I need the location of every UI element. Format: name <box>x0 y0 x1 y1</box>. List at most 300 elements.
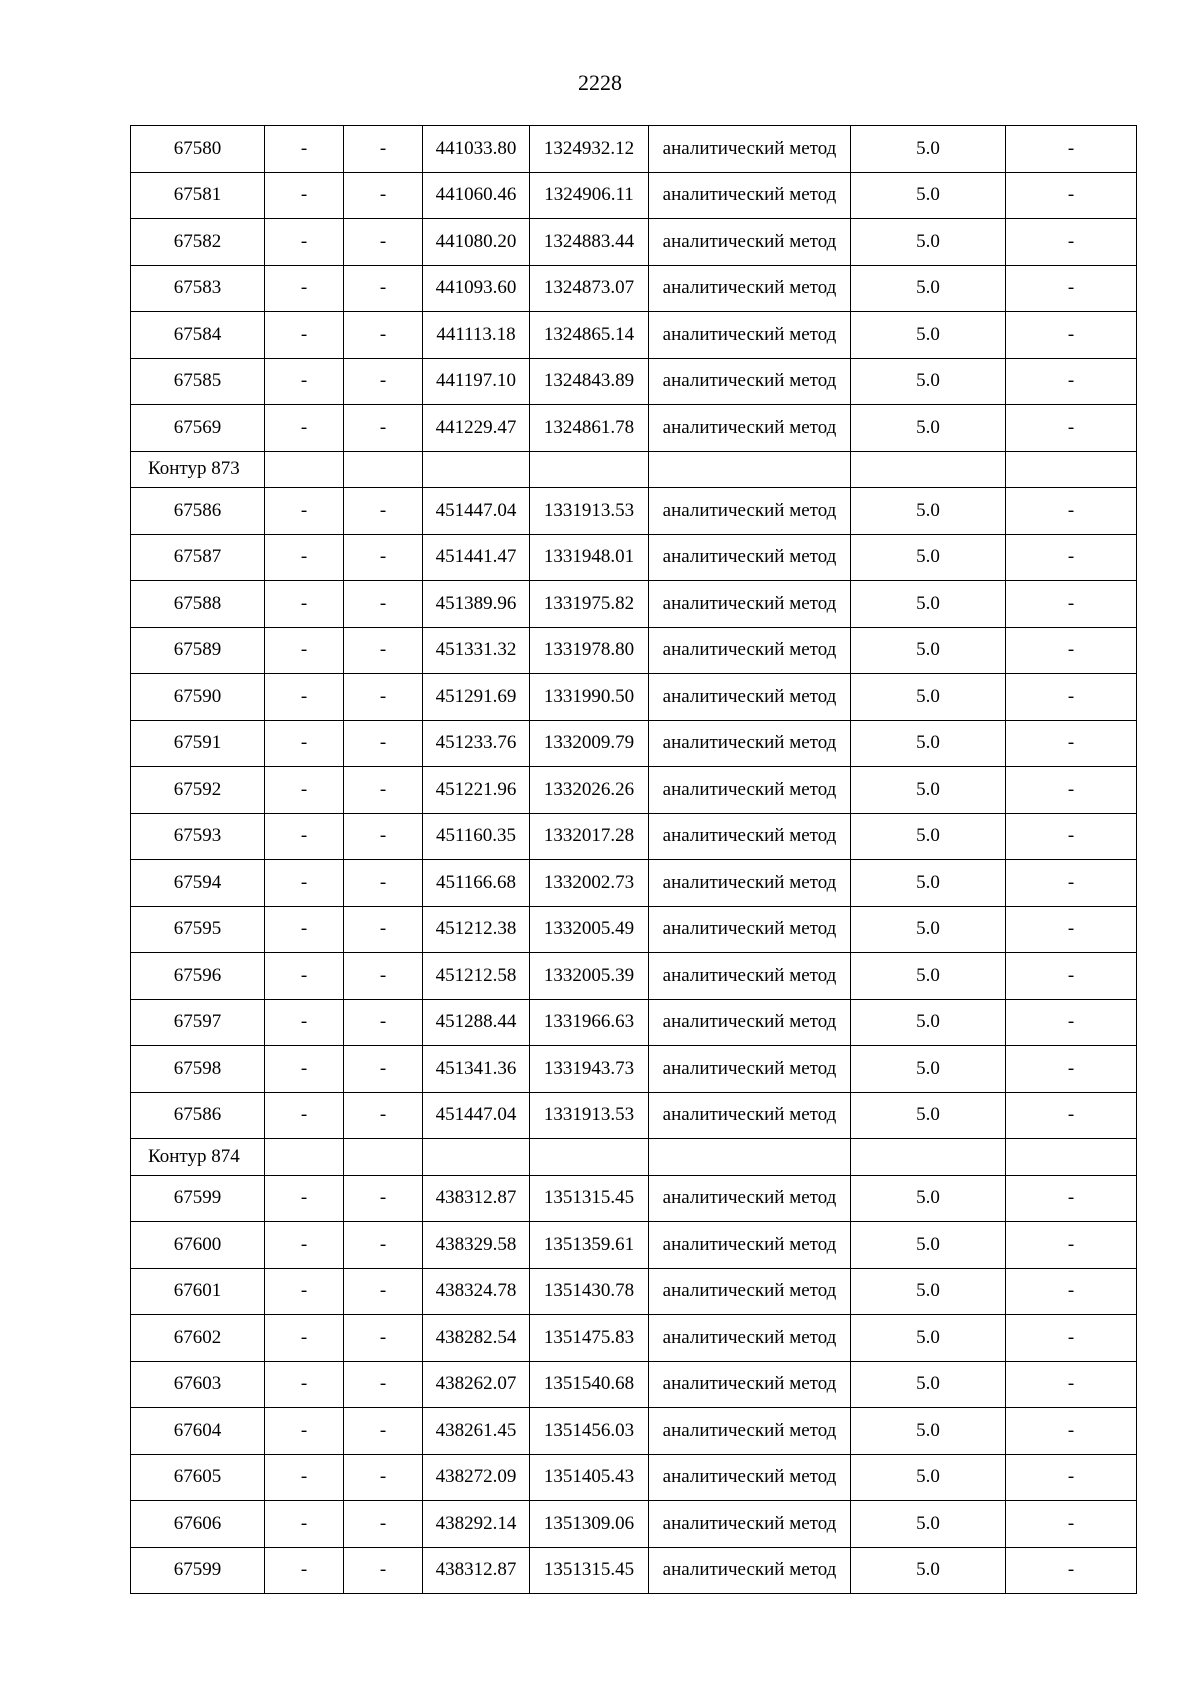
table-row <box>131 720 1137 767</box>
table-row <box>131 1501 1137 1548</box>
y-coordinate-cell: 1324883.44 <box>530 219 649 266</box>
method-cell <box>649 1361 851 1408</box>
y-coordinate-cell: 1351405.43 <box>530 1454 649 1501</box>
dash-cell: - <box>1006 953 1137 1000</box>
x-coordinate-cell: 438282.54 <box>423 1315 530 1362</box>
table-body <box>131 126 1137 1594</box>
dash-cell: - <box>265 627 344 674</box>
table-row <box>131 627 1137 674</box>
method-cell <box>649 312 851 359</box>
method-cell <box>649 627 851 674</box>
empty-cell <box>649 451 851 488</box>
table-row <box>131 488 1137 535</box>
method-text: аналитический метод <box>662 592 837 614</box>
dash-cell: - <box>265 674 344 721</box>
y-coordinate-cell: 1332005.39 <box>530 953 649 1000</box>
dash-cell: - <box>1006 358 1137 405</box>
point-id-cell: 67585 <box>131 358 265 405</box>
y-coordinate-cell: 1324906.11 <box>530 172 649 219</box>
x-coordinate-cell: 441080.20 <box>423 219 530 266</box>
y-coordinate-cell: 1331966.63 <box>530 999 649 1046</box>
method-cell <box>649 1268 851 1315</box>
table-row <box>131 1046 1137 1093</box>
dash-cell: - <box>265 720 344 767</box>
method-cell <box>649 172 851 219</box>
dash-cell: - <box>344 999 423 1046</box>
table-row <box>131 813 1137 860</box>
x-coordinate-cell: 441033.80 <box>423 126 530 173</box>
method-cell <box>649 1315 851 1362</box>
accuracy-cell: 5.0 <box>851 767 1006 814</box>
x-coordinate-cell: 451212.38 <box>423 906 530 953</box>
empty-cell <box>530 1139 649 1176</box>
coordinates-table <box>130 125 1137 1594</box>
method-cell <box>649 534 851 581</box>
method-cell <box>649 405 851 452</box>
point-id-cell: 67594 <box>131 860 265 907</box>
method-text: аналитический метод <box>662 685 837 707</box>
dash-cell: - <box>1006 674 1137 721</box>
point-id-cell: 67592 <box>131 767 265 814</box>
dash-cell: - <box>1006 219 1137 266</box>
table-row <box>131 1361 1137 1408</box>
empty-cell <box>423 1139 530 1176</box>
dash-cell: - <box>265 1268 344 1315</box>
empty-cell <box>423 451 530 488</box>
dash-cell: - <box>344 953 423 1000</box>
accuracy-cell: 5.0 <box>851 1454 1006 1501</box>
dash-cell: - <box>1006 813 1137 860</box>
accuracy-cell: 5.0 <box>851 219 1006 266</box>
y-coordinate-cell: 1324843.89 <box>530 358 649 405</box>
x-coordinate-cell: 438312.87 <box>423 1547 530 1594</box>
method-cell <box>649 813 851 860</box>
dash-cell: - <box>265 219 344 266</box>
dash-cell: - <box>265 1092 344 1139</box>
y-coordinate-cell: 1332002.73 <box>530 860 649 907</box>
x-coordinate-cell: 451160.35 <box>423 813 530 860</box>
method-cell <box>649 1092 851 1139</box>
dash-cell: - <box>344 627 423 674</box>
point-id-cell: 67569 <box>131 405 265 452</box>
point-id-cell: 67600 <box>131 1222 265 1269</box>
method-text: аналитический метод <box>662 1233 837 1255</box>
dash-cell: - <box>1006 1547 1137 1594</box>
method-text: аналитический метод <box>662 1280 837 1302</box>
y-coordinate-cell: 1331978.80 <box>530 627 649 674</box>
method-text: аналитический метод <box>662 778 837 800</box>
y-coordinate-cell: 1351359.61 <box>530 1222 649 1269</box>
section-label: Контур 874 <box>131 1139 265 1176</box>
point-id-cell: 67582 <box>131 219 265 266</box>
empty-cell <box>530 451 649 488</box>
method-cell <box>649 720 851 767</box>
accuracy-cell: 5.0 <box>851 488 1006 535</box>
method-cell <box>649 674 851 721</box>
dash-cell: - <box>344 1222 423 1269</box>
dash-cell: - <box>265 953 344 1000</box>
dash-cell: - <box>1006 1268 1137 1315</box>
empty-cell <box>344 451 423 488</box>
dash-cell: - <box>344 1501 423 1548</box>
method-text: аналитический метод <box>662 1419 837 1441</box>
dash-cell: - <box>1006 1046 1137 1093</box>
dash-cell: - <box>265 1408 344 1455</box>
y-coordinate-cell: 1351456.03 <box>530 1408 649 1455</box>
dash-cell: - <box>344 581 423 628</box>
dash-cell: - <box>344 1092 423 1139</box>
empty-cell <box>265 451 344 488</box>
dash-cell: - <box>344 1547 423 1594</box>
x-coordinate-cell: 438324.78 <box>423 1268 530 1315</box>
point-id-cell: 67591 <box>131 720 265 767</box>
x-coordinate-cell: 451288.44 <box>423 999 530 1046</box>
table-row <box>131 767 1137 814</box>
point-id-cell: 67586 <box>131 488 265 535</box>
dash-cell: - <box>1006 1222 1137 1269</box>
table-row <box>131 312 1137 359</box>
y-coordinate-cell: 1351475.83 <box>530 1315 649 1362</box>
point-id-cell: 67593 <box>131 813 265 860</box>
table-row <box>131 953 1137 1000</box>
accuracy-cell: 5.0 <box>851 1501 1006 1548</box>
x-coordinate-cell: 438261.45 <box>423 1408 530 1455</box>
accuracy-cell: 5.0 <box>851 860 1006 907</box>
x-coordinate-cell: 451291.69 <box>423 674 530 721</box>
dash-cell: - <box>344 265 423 312</box>
empty-cell <box>344 1139 423 1176</box>
table-row <box>131 1547 1137 1594</box>
point-id-cell: 67583 <box>131 265 265 312</box>
method-text: аналитический метод <box>662 871 837 893</box>
method-text: аналитический метод <box>662 1326 837 1348</box>
point-id-cell: 67580 <box>131 126 265 173</box>
table-row <box>131 1175 1137 1222</box>
point-id-cell: 67589 <box>131 627 265 674</box>
dash-cell: - <box>344 1361 423 1408</box>
method-text: аналитический метод <box>662 370 837 392</box>
dash-cell: - <box>344 312 423 359</box>
dash-cell: - <box>1006 1361 1137 1408</box>
method-text: аналитический метод <box>662 323 837 345</box>
accuracy-cell: 5.0 <box>851 627 1006 674</box>
table-row <box>131 172 1137 219</box>
dash-cell: - <box>344 534 423 581</box>
table-row <box>131 534 1137 581</box>
x-coordinate-cell: 451441.47 <box>423 534 530 581</box>
dash-cell: - <box>344 674 423 721</box>
y-coordinate-cell: 1324861.78 <box>530 405 649 452</box>
method-text: аналитический метод <box>662 277 837 299</box>
accuracy-cell: 5.0 <box>851 172 1006 219</box>
empty-cell <box>851 1139 1006 1176</box>
accuracy-cell: 5.0 <box>851 1361 1006 1408</box>
accuracy-cell: 5.0 <box>851 1268 1006 1315</box>
x-coordinate-cell: 438292.14 <box>423 1501 530 1548</box>
y-coordinate-cell: 1324865.14 <box>530 312 649 359</box>
method-text: аналитический метод <box>662 230 837 252</box>
dash-cell: - <box>265 488 344 535</box>
accuracy-cell: 5.0 <box>851 534 1006 581</box>
y-coordinate-cell: 1331975.82 <box>530 581 649 628</box>
dash-cell: - <box>1006 1092 1137 1139</box>
method-text: аналитический метод <box>662 1559 837 1581</box>
method-cell <box>649 1175 851 1222</box>
accuracy-cell: 5.0 <box>851 358 1006 405</box>
accuracy-cell: 5.0 <box>851 405 1006 452</box>
accuracy-cell: 5.0 <box>851 1046 1006 1093</box>
method-text: аналитический метод <box>662 1104 837 1126</box>
dash-cell: - <box>265 1046 344 1093</box>
method-cell <box>649 953 851 1000</box>
dash-cell: - <box>344 1268 423 1315</box>
table-row <box>131 126 1137 173</box>
dash-cell: - <box>1006 627 1137 674</box>
method-cell <box>649 581 851 628</box>
dash-cell: - <box>1006 126 1137 173</box>
y-coordinate-cell: 1332017.28 <box>530 813 649 860</box>
accuracy-cell: 5.0 <box>851 1408 1006 1455</box>
dash-cell: - <box>1006 767 1137 814</box>
point-id-cell: 67598 <box>131 1046 265 1093</box>
dash-cell: - <box>265 1501 344 1548</box>
point-id-cell: 67586 <box>131 1092 265 1139</box>
table-row <box>131 860 1137 907</box>
x-coordinate-cell: 451447.04 <box>423 488 530 535</box>
accuracy-cell: 5.0 <box>851 674 1006 721</box>
dash-cell: - <box>344 1408 423 1455</box>
dash-cell: - <box>265 1547 344 1594</box>
dash-cell: - <box>265 906 344 953</box>
point-id-cell: 67599 <box>131 1175 265 1222</box>
x-coordinate-cell: 438312.87 <box>423 1175 530 1222</box>
method-text: аналитический метод <box>662 1373 837 1395</box>
dash-cell: - <box>344 358 423 405</box>
method-text: аналитический метод <box>662 964 837 986</box>
dash-cell: - <box>1006 1501 1137 1548</box>
x-coordinate-cell: 451166.68 <box>423 860 530 907</box>
accuracy-cell: 5.0 <box>851 126 1006 173</box>
point-id-cell: 67597 <box>131 999 265 1046</box>
method-text: аналитический метод <box>662 416 837 438</box>
dash-cell: - <box>344 1454 423 1501</box>
method-text: аналитический метод <box>662 825 837 847</box>
method-cell <box>649 358 851 405</box>
accuracy-cell: 5.0 <box>851 1222 1006 1269</box>
accuracy-cell: 5.0 <box>851 953 1006 1000</box>
dash-cell: - <box>265 1454 344 1501</box>
point-id-cell: 67606 <box>131 1501 265 1548</box>
x-coordinate-cell: 441113.18 <box>423 312 530 359</box>
point-id-cell: 67581 <box>131 172 265 219</box>
x-coordinate-cell: 451389.96 <box>423 581 530 628</box>
accuracy-cell: 5.0 <box>851 581 1006 628</box>
accuracy-cell: 5.0 <box>851 720 1006 767</box>
empty-cell <box>851 451 1006 488</box>
point-id-cell: 67587 <box>131 534 265 581</box>
dash-cell: - <box>265 1361 344 1408</box>
empty-cell <box>1006 451 1137 488</box>
dash-cell: - <box>265 172 344 219</box>
point-id-cell: 67599 <box>131 1547 265 1594</box>
method-text: аналитический метод <box>662 1466 837 1488</box>
dash-cell: - <box>265 860 344 907</box>
table-row <box>131 358 1137 405</box>
dash-cell: - <box>1006 1315 1137 1362</box>
table-row <box>131 1268 1137 1315</box>
method-cell <box>649 1547 851 1594</box>
dash-cell: - <box>265 265 344 312</box>
accuracy-cell: 5.0 <box>851 1092 1006 1139</box>
point-id-cell: 67604 <box>131 1408 265 1455</box>
y-coordinate-cell: 1331943.73 <box>530 1046 649 1093</box>
dash-cell: - <box>1006 1408 1137 1455</box>
dash-cell: - <box>265 126 344 173</box>
dash-cell: - <box>344 720 423 767</box>
method-text: аналитический метод <box>662 137 837 159</box>
dash-cell: - <box>1006 999 1137 1046</box>
method-text: аналитический метод <box>662 918 837 940</box>
dash-cell: - <box>265 1175 344 1222</box>
x-coordinate-cell: 438272.09 <box>423 1454 530 1501</box>
accuracy-cell: 5.0 <box>851 1547 1006 1594</box>
accuracy-cell: 5.0 <box>851 999 1006 1046</box>
dash-cell: - <box>265 813 344 860</box>
method-cell <box>649 906 851 953</box>
table-row <box>131 1408 1137 1455</box>
y-coordinate-cell: 1332005.49 <box>530 906 649 953</box>
dash-cell: - <box>265 534 344 581</box>
section-header-row <box>131 451 1137 488</box>
dash-cell: - <box>344 860 423 907</box>
dash-cell: - <box>344 488 423 535</box>
method-text: аналитический метод <box>662 639 837 661</box>
point-id-cell: 67596 <box>131 953 265 1000</box>
x-coordinate-cell: 441093.60 <box>423 265 530 312</box>
dash-cell: - <box>344 1315 423 1362</box>
table-row <box>131 1222 1137 1269</box>
accuracy-cell: 5.0 <box>851 312 1006 359</box>
method-text: аналитический метод <box>662 732 837 754</box>
dash-cell: - <box>1006 405 1137 452</box>
method-cell <box>649 1501 851 1548</box>
dash-cell: - <box>1006 860 1137 907</box>
table-row <box>131 265 1137 312</box>
method-cell <box>649 1454 851 1501</box>
x-coordinate-cell: 451341.36 <box>423 1046 530 1093</box>
point-id-cell: 67603 <box>131 1361 265 1408</box>
table-row <box>131 1454 1137 1501</box>
dash-cell: - <box>265 405 344 452</box>
method-cell <box>649 1222 851 1269</box>
dash-cell: - <box>344 1046 423 1093</box>
method-cell <box>649 999 851 1046</box>
y-coordinate-cell: 1331948.01 <box>530 534 649 581</box>
section-header-row <box>131 1139 1137 1176</box>
dash-cell: - <box>344 767 423 814</box>
table-row <box>131 405 1137 452</box>
y-coordinate-cell: 1351315.45 <box>530 1547 649 1594</box>
method-text: аналитический метод <box>662 1057 837 1079</box>
method-cell <box>649 767 851 814</box>
y-coordinate-cell: 1331990.50 <box>530 674 649 721</box>
accuracy-cell: 5.0 <box>851 1315 1006 1362</box>
method-text: аналитический метод <box>662 184 837 206</box>
dash-cell: - <box>344 219 423 266</box>
dash-cell: - <box>1006 534 1137 581</box>
method-cell <box>649 488 851 535</box>
x-coordinate-cell: 451233.76 <box>423 720 530 767</box>
point-id-cell: 67588 <box>131 581 265 628</box>
method-cell <box>649 1046 851 1093</box>
accuracy-cell: 5.0 <box>851 1175 1006 1222</box>
method-cell <box>649 219 851 266</box>
x-coordinate-cell: 441197.10 <box>423 358 530 405</box>
dash-cell: - <box>265 1315 344 1362</box>
x-coordinate-cell: 451221.96 <box>423 767 530 814</box>
method-text: аналитический метод <box>662 546 837 568</box>
accuracy-cell: 5.0 <box>851 906 1006 953</box>
dash-cell: - <box>344 405 423 452</box>
dash-cell: - <box>265 999 344 1046</box>
section-label: Контур 873 <box>131 451 265 488</box>
y-coordinate-cell: 1351540.68 <box>530 1361 649 1408</box>
dash-cell: - <box>1006 1454 1137 1501</box>
table-row <box>131 219 1137 266</box>
method-text: аналитический метод <box>662 1011 837 1033</box>
dash-cell: - <box>1006 488 1137 535</box>
dash-cell: - <box>344 1175 423 1222</box>
method-text: аналитический метод <box>662 1512 837 1534</box>
point-id-cell: 67602 <box>131 1315 265 1362</box>
y-coordinate-cell: 1324932.12 <box>530 126 649 173</box>
x-coordinate-cell: 441060.46 <box>423 172 530 219</box>
dash-cell: - <box>344 813 423 860</box>
method-cell <box>649 860 851 907</box>
x-coordinate-cell: 441229.47 <box>423 405 530 452</box>
dash-cell: - <box>1006 906 1137 953</box>
dash-cell: - <box>265 358 344 405</box>
empty-cell <box>265 1139 344 1176</box>
method-cell <box>649 1408 851 1455</box>
dash-cell: - <box>265 581 344 628</box>
x-coordinate-cell: 451447.04 <box>423 1092 530 1139</box>
dash-cell: - <box>265 312 344 359</box>
table-row <box>131 674 1137 721</box>
dash-cell: - <box>1006 312 1137 359</box>
table-row <box>131 1315 1137 1362</box>
x-coordinate-cell: 451331.32 <box>423 627 530 674</box>
method-text: аналитический метод <box>662 1187 837 1209</box>
dash-cell: - <box>344 172 423 219</box>
empty-cell <box>1006 1139 1137 1176</box>
y-coordinate-cell: 1351309.06 <box>530 1501 649 1548</box>
y-coordinate-cell: 1332026.26 <box>530 767 649 814</box>
y-coordinate-cell: 1351315.45 <box>530 1175 649 1222</box>
dash-cell: - <box>1006 172 1137 219</box>
point-id-cell: 67590 <box>131 674 265 721</box>
empty-cell <box>649 1139 851 1176</box>
point-id-cell: 67584 <box>131 312 265 359</box>
y-coordinate-cell: 1351430.78 <box>530 1268 649 1315</box>
x-coordinate-cell: 451212.58 <box>423 953 530 1000</box>
method-cell <box>649 126 851 173</box>
dash-cell: - <box>1006 581 1137 628</box>
y-coordinate-cell: 1331913.53 <box>530 1092 649 1139</box>
method-text: аналитический метод <box>662 499 837 521</box>
dash-cell: - <box>1006 720 1137 767</box>
x-coordinate-cell: 438329.58 <box>423 1222 530 1269</box>
